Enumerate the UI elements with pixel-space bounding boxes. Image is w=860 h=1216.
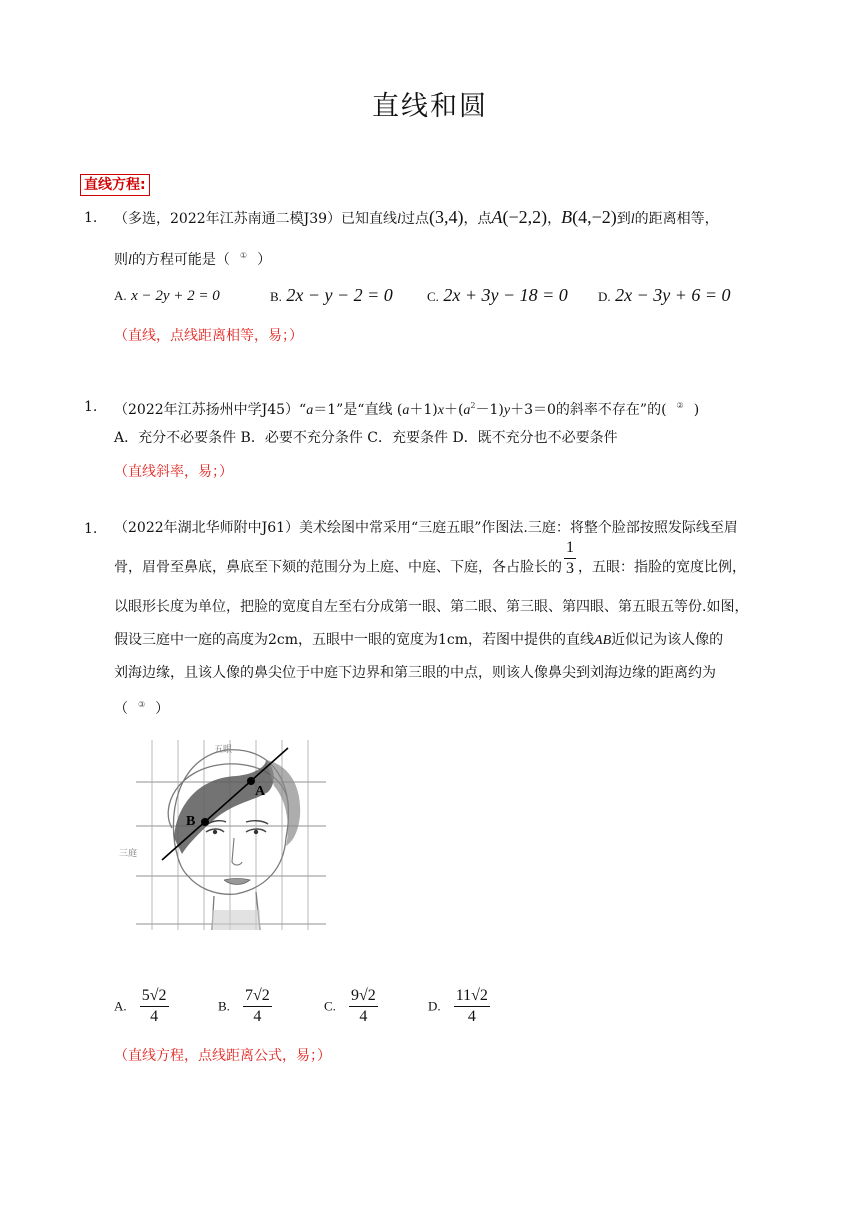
q1-text-c: ，点 [463,211,492,227]
q1-option-d [598,285,731,307]
section-heading [80,174,150,196]
q3-line-5: 刘海边缘，且该人像的鼻尖位于中庭下边界和第三眼的中点，则该人像鼻尖到刘海边缘的距离约为 [114,665,716,681]
q2-text-h: －1) [475,402,504,418]
q3-option-a [114,986,169,1027]
option-expr: 2x + 3y − 18 = 0 [443,285,568,305]
right-pupil [254,830,258,834]
q1-text-e: 的距离相等， [634,211,719,227]
q1-point-a: (−2,2) [502,207,548,227]
q2-ref: ② [676,401,684,410]
face-figure [116,738,332,932]
q1-point-b-name: B [561,207,573,227]
option-expr: 2x − y − 2 = 0 [286,285,393,305]
q3-option-c [324,986,378,1027]
q1-number: 1. [84,210,98,226]
q2-text-f: ＋( [443,402,464,418]
option-expr: x − 2y + 2 = 0 [131,288,220,304]
option-label: A. [114,288,127,303]
q2-var-y: y [503,403,511,418]
q2-note: （直线斜率，易；） [114,464,233,480]
q3-line2-a: 骨，眉骨至鼻底，鼻底至下颏的范围分为上庭、中庭、下庭，各占脸长的 [114,559,562,576]
point-b-label: B [186,814,196,829]
point-b [201,818,209,826]
q1-text-d: 到 [616,211,631,227]
q3-paren-close: ） [155,701,170,717]
q3-note: （直线方程，点线距离公式，易；） [114,1048,331,1064]
q3-line-2 [114,539,746,579]
q1-text-a: （多选，2022年江苏南通二模J39）已知直线 [114,211,398,227]
q2-line-1 [114,396,699,421]
q1-comma: ， [547,211,562,227]
option-label: C. [324,998,336,1014]
q3-option-b [218,986,272,1027]
q2-options: A．充分不必要条件 B．必要不充分条件 C．充要条件 D．既不充分也不必要条件 [114,430,618,446]
q2-number: 1. [84,399,98,415]
q1-line2-b: 的方程可能是（ [131,252,230,268]
q1-line2-a: 则 [114,252,128,268]
option-label: A. [114,998,127,1014]
option-label: C. [427,289,439,304]
q1-line-2 [114,246,271,271]
q3-line4-a: 假设三庭中一庭的高度为2cm，五眼中一眼的宽度为1cm，若图中提供的直线 [114,632,595,648]
q3-ref: ③ [138,700,146,709]
q1-text-b: 过点 [400,211,429,227]
option-label: B. [218,998,230,1014]
frac-denominator: 4 [359,1008,368,1025]
three-courts-label: 三庭 [119,849,138,859]
q1-var-l-3: l [128,253,132,268]
section-label: 直线方程 [84,177,140,193]
point-a-label: A [255,784,266,799]
q2-square: 2 [470,401,476,410]
option-fraction [243,986,272,1027]
q3-line-3: 以眼形长度为单位，把脸的宽度自左至右分成第一眼、第二眼、第三眼、第四眼、第五眼五等份.如图， [114,599,749,615]
q2-text-d: ＋1) [409,402,438,418]
q1-point-b: (4,−2) [572,207,617,227]
q2-var-a-3: a [463,403,471,418]
q1-line-1 [114,207,719,230]
neck [212,910,260,930]
q1-line2-c: ） [257,252,272,268]
frac-numerator: 11√2 [454,986,490,1007]
option-fraction [454,986,490,1027]
q2-text-a: （2022年江苏扬州中学J45）“ [114,402,307,418]
point-a [247,777,255,785]
q1-var-l: l [397,212,401,227]
q3-number: 1. [84,521,98,537]
q1-note: （直线，点线距离相等，易；） [114,328,303,344]
q3-line4-b: 近似记为该人像的 [611,632,724,648]
figure-background [116,738,332,932]
q1-point-34: (3,4) [428,207,464,227]
option-label: B. [270,289,282,304]
q2-var-a: a [306,403,314,418]
q3-option-d [428,986,490,1027]
frac-denominator: 4 [150,1008,159,1025]
q3-paren-open: （ [114,701,128,717]
q3-line-4 [114,630,723,651]
left-pupil [213,830,217,834]
frac-numerator: 5√2 [140,986,169,1007]
q1-option-b [270,285,393,307]
q2-var-x: x [437,403,444,418]
frac-numerator: 9√2 [349,986,378,1007]
option-expr: 2x − 3y + 6 = 0 [615,285,731,305]
frac-denominator: 4 [467,1008,476,1025]
q1-ref: ① [239,251,248,260]
q2-text-k: ) [693,402,700,418]
option-label: D. [428,998,441,1014]
q1-point-a-name: A [491,207,503,227]
q1-option-a [114,286,220,306]
frac-numerator: 1 [564,538,576,559]
q3-line-6 [114,695,169,719]
frac-denominator: 3 [566,560,574,577]
frac-denominator: 4 [253,1008,262,1025]
q1-var-l-2: l [630,212,635,227]
five-eyes-label: 五眼 [214,745,233,755]
q2-var-a-2: a [402,403,410,418]
page-title: 直线和圆 [372,91,488,122]
q3-line-ab: AB [594,633,612,648]
q3-fraction-one-third [564,538,576,579]
q3-line-1: （2022年湖北华师附中J61）美术绘图中常采用“三庭五眼”作图法.三庭：将整个脸部按照发际线至眉 [114,520,738,536]
option-label: D. [598,289,611,304]
frac-numerator: 7√2 [243,986,272,1007]
section-colon: : [140,177,146,193]
option-fraction [140,986,169,1027]
q3-line2-b: ，五眼：指脸的宽度比例， [578,559,746,576]
q1-option-c [427,285,568,307]
option-fraction [349,986,378,1027]
q2-text-b: ＝1”是“直线 ( [313,402,403,418]
q2-text-j: ＋3＝0的斜率不存在”的( [510,402,667,418]
